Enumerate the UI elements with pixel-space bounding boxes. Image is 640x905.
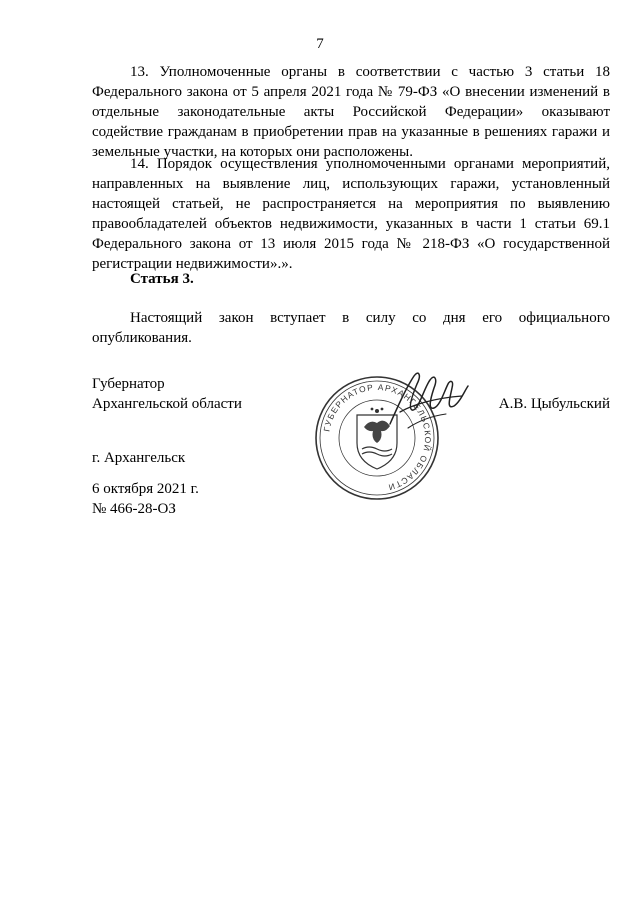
svg-text:ГУБЕРНАТОР АРХАНГЕЛЬСКОЙ ОБЛАС: ГУБЕРНАТОР АРХАНГЕЛЬСКОЙ ОБЛАСТИ — [321, 381, 434, 493]
governor-name: А.В. Цыбульский — [498, 396, 610, 412]
paragraph-13: 13. Уполномоченные органы в соответствии с частью 3 статьи 18 Федерального закона от 5 апреля 2021 года № 79-ФЗ «О внесении изменений в отдельные законодательные акты Российской Федерации» оказывают содействие гражданам в приобретении прав на указанные в решениях гаражи и земельные участки, на которых они расположены. — [92, 64, 610, 160]
governor-title-line2: Архангельской области — [92, 396, 242, 412]
law-date: 6 октября 2021 г. — [92, 481, 199, 497]
page-number: 7 — [316, 36, 324, 52]
article-3-heading: Статья 3. — [130, 271, 194, 287]
governor-title-line1: Губернатор — [92, 376, 165, 392]
governor-title — [92, 374, 242, 414]
law-number: № 466-28-ОЗ — [92, 501, 176, 517]
signature-icon — [384, 366, 474, 438]
city-name: г. Архангельск — [92, 450, 186, 466]
paragraph-14: 14. Порядок осуществления уполномоченными органами мероприятий, направленных на выявление лиц, использующих гаражи, установленный настоящей статьей, не распространяется на мероприятия по выявлению правообладателей объектов недвижимости, указанных в части 1 статьи 69.1 Федерального закона от 13 июля 2015 года № 218-ФЗ «О государственной регистрации недвижимости».». — [92, 156, 610, 272]
article-3-text: Настоящий закон вступает в силу со дня его официального опубликования. — [92, 310, 610, 346]
